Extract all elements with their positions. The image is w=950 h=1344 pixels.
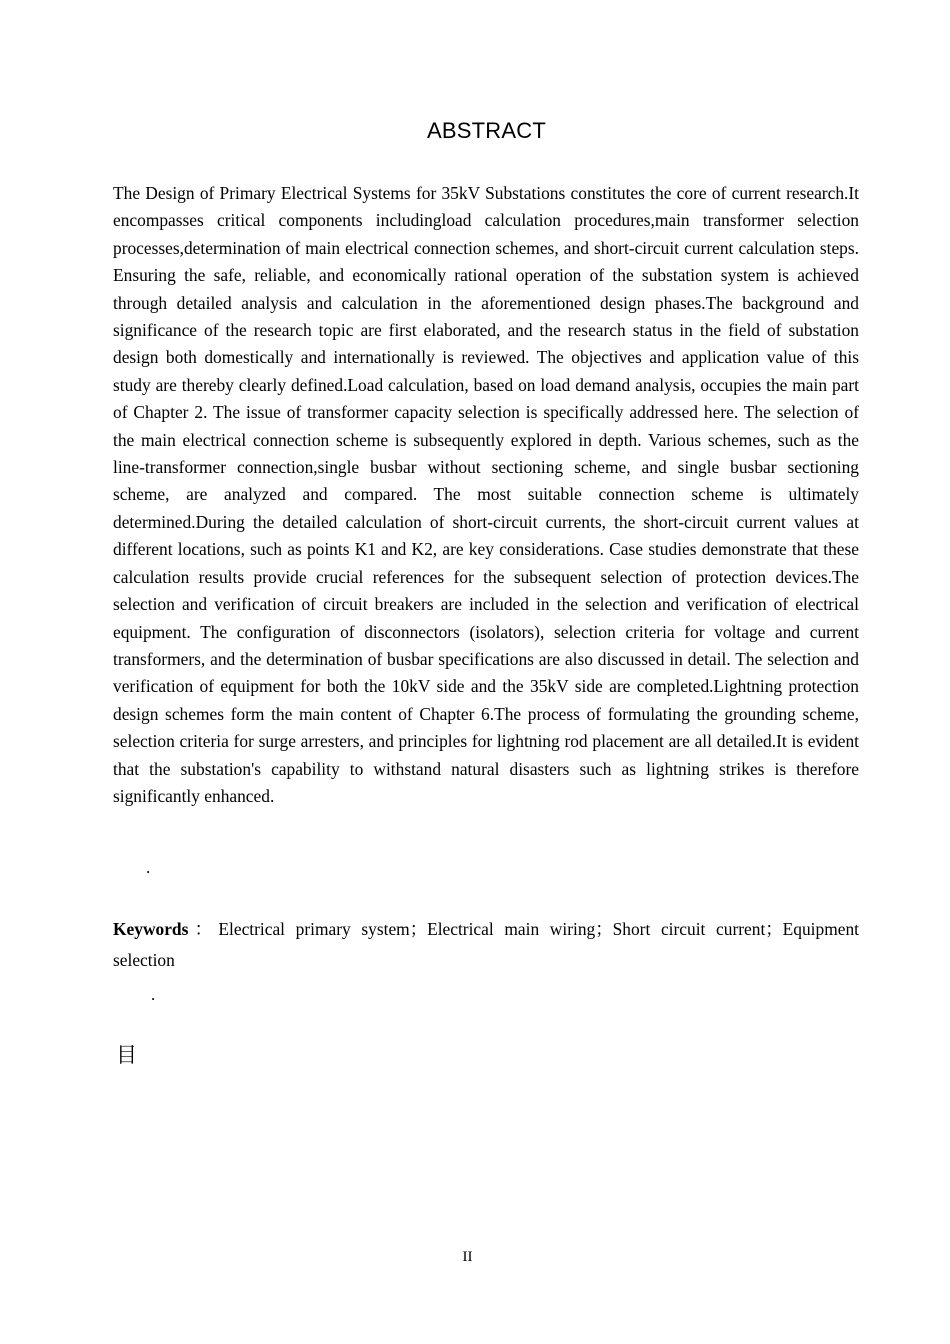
- trailing-mark-2: .: [151, 985, 156, 1004]
- trailing-mark-1: .: [146, 858, 151, 877]
- keywords-line: [113, 914, 859, 976]
- abstract-body: The Design of Primary Electrical Systems for 35kV Substations constitutes the core of current research.It encompasses critical components includingload calculation procedures,main transformer selection processes,determination of main electrical connection schemes, and short-circuit current calculation steps. Ensuring the safe, reliable, and economically rational operation of the substation system is achieved through detailed analysis and calculation in the aforementioned design phases.The background and significance of the research topic are first elaborated, and the research status in the field of substation design both domestically and internationally is reviewed. The objectives and application value of this study are thereby clearly defined.Load calculation, based on load demand analysis, occupies the main part of Chapter 2. The issue of transformer capacity selection is specifically addressed here. The selection of the main electrical connection scheme is subsequently explored in depth. Various schemes, such as the line-transformer connection,single busbar without sectioning scheme, and single busbar sectioning scheme, are analyzed and compared. The most suitable connection scheme is ultimately determined.During the detailed calculation of short-circuit currents, the short-circuit current values at different locations, such as points K1 and K2, are key considerations. Case studies demonstrate that these calculation results provide crucial references for the subsequent selection of protection devices.The selection and verification of circuit breakers are included in the selection and verification of electrical equipment. The configuration of disconnectors (isolators), selection criteria for voltage and current transformers, and the determination of busbar specifications are also discussed in detail. The selection and verification of equipment for both the 10kV side and the 35kV side are completed.Lightning protection design schemes form the main content of Chapter 6.The process of formulating the grounding scheme, selection criteria for surge arresters, and principles for lightning rod placement are all detailed.It is evident that the substation's capability to withstand natural disasters such as lightning strikes is therefore significantly enhanced.: [113, 183, 859, 806]
- toc-heading-fragment: 目: [116, 1043, 137, 1067]
- keywords-text: Electrical primary system；Electrical main wiring；Short circuit current；Equipment selection: [113, 919, 859, 970]
- abstract-title: ABSTRACT: [427, 118, 546, 143]
- page-number: II: [462, 1249, 473, 1265]
- keywords-label: Keywords: [113, 919, 189, 939]
- keywords-separator: ：: [188, 919, 219, 939]
